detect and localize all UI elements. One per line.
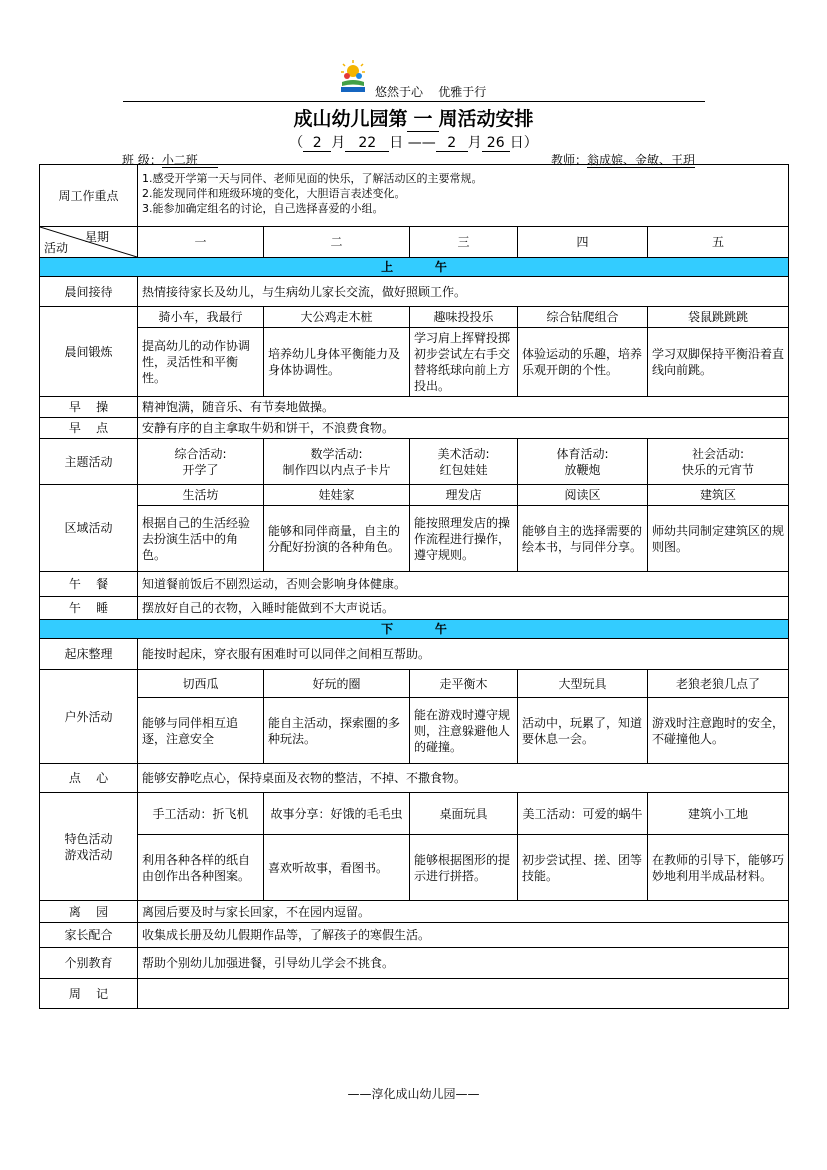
weekday-header-row bbox=[40, 227, 789, 258]
row-label: 周工作重点 bbox=[40, 165, 138, 227]
diagonal-header-cell bbox=[40, 227, 138, 258]
morning-drill-row bbox=[40, 397, 789, 418]
theme-activity-row bbox=[40, 439, 789, 485]
month-char-2: 月 bbox=[467, 135, 482, 151]
afternoon-section-header bbox=[40, 620, 789, 639]
activity-title: 走平衡木 bbox=[410, 670, 518, 698]
kindergarten-logo-icon bbox=[338, 58, 368, 96]
row-label: 周 记 bbox=[40, 979, 138, 1009]
weekly-schedule-table bbox=[39, 164, 789, 1009]
activity-title: 袋鼠跳跳跳 bbox=[648, 307, 789, 328]
notes-area[interactable] bbox=[138, 979, 789, 1009]
class-value: 小二班 bbox=[162, 153, 218, 168]
slogan: 悠然于心 优雅于行 bbox=[375, 85, 487, 99]
wakeup-row bbox=[40, 639, 789, 670]
activity-title: 美工活动：可爱的蜗牛 bbox=[518, 793, 648, 835]
activity-goal: 师幼共同制定建筑区的规则图。 bbox=[648, 506, 789, 572]
activity-goal: 能在游戏时遵守规则，注意躲避他人的碰撞。 bbox=[410, 698, 518, 764]
title-suffix: 周活动安排 bbox=[438, 108, 534, 130]
focus-item: 1.感受开学第一天与同伴、老师见面的快乐，了解活动区的主要常规。 bbox=[142, 172, 483, 185]
row-label: 早 操 bbox=[40, 397, 138, 418]
theme-cell bbox=[264, 439, 410, 485]
area-activity-titles bbox=[40, 485, 789, 506]
day-char: 日 —— bbox=[389, 135, 436, 151]
end-day: 26 bbox=[482, 135, 510, 152]
end-month: 2 bbox=[436, 135, 468, 152]
area-activity-goals bbox=[40, 506, 789, 572]
morning-section-header bbox=[40, 258, 789, 277]
morning-reception-row bbox=[40, 277, 789, 307]
day-header: 五 bbox=[648, 227, 789, 258]
day-header: 三 bbox=[410, 227, 518, 258]
row-text: 离园后要及时与家长回家，不在园内逗留。 bbox=[138, 901, 789, 923]
activity-title: 建筑区 bbox=[648, 485, 789, 506]
row-label: 早 点 bbox=[40, 418, 138, 439]
activity-goal: 能按照理发店的操作流程进行操作，遵守规则。 bbox=[410, 506, 518, 572]
header-rule bbox=[123, 101, 705, 102]
focus-item: 2.能发现同伴和班级环境的变化，大胆语言表述变化。 bbox=[142, 187, 406, 200]
theme-cell bbox=[648, 439, 789, 485]
row-text: 收集成长册及幼儿假期作品等，了解孩子的寒假生活。 bbox=[138, 923, 789, 948]
activity-title: 骑小车，我最行 bbox=[138, 307, 264, 328]
activity-goal: 能够根据图形的提示进行拼搭。 bbox=[410, 835, 518, 901]
teacher-label: 教师： bbox=[551, 153, 588, 167]
theme-type: 社会活动: bbox=[692, 446, 745, 461]
section-header: 上 午 bbox=[40, 258, 789, 277]
page-title bbox=[0, 104, 827, 132]
theme-type: 综合活动: bbox=[174, 446, 227, 461]
row-label: 晨间锻炼 bbox=[40, 307, 138, 397]
theme-cell bbox=[518, 439, 648, 485]
leaving-row bbox=[40, 901, 789, 923]
special-activity-goals bbox=[40, 835, 789, 901]
activity-title: 故事分享：好饿的毛毛虫 bbox=[264, 793, 410, 835]
activity-goal: 根据自己的生活经验去扮演生活中的角色。 bbox=[138, 506, 264, 572]
activity-title: 综合钻爬组合 bbox=[518, 307, 648, 328]
date-open: （ bbox=[289, 135, 304, 151]
activity-goal: 能够与同伴相互追逐，注意安全 bbox=[138, 698, 264, 764]
activity-goal: 能自主活动，探索圈的多种玩法。 bbox=[264, 698, 410, 764]
month-char: 月 bbox=[331, 135, 346, 151]
row-label-line: 特色活动 bbox=[64, 831, 113, 846]
special-activity-titles bbox=[40, 793, 789, 835]
row-text: 摆放好自己的衣物，入睡时能做到不大声说话。 bbox=[138, 597, 789, 620]
row-label: 午 餐 bbox=[40, 572, 138, 597]
morning-snack-row bbox=[40, 418, 789, 439]
row-text: 能够安静吃点心，保持桌面及衣物的整洁，不掉、不撒食物。 bbox=[138, 764, 789, 793]
activity-goal: 学习肩上挥臂投掷初步尝试左右手交替将纸球向前上方投出。 bbox=[410, 328, 518, 397]
theme-name: 开学了 bbox=[182, 462, 219, 477]
activity-title: 理发店 bbox=[410, 485, 518, 506]
theme-name: 快乐的元宵节 bbox=[682, 462, 755, 477]
notes-row bbox=[40, 979, 789, 1009]
morning-exercise-titles bbox=[40, 307, 789, 328]
activity-title: 趣味投投乐 bbox=[410, 307, 518, 328]
activity-goal: 在教师的引导下，能够巧妙地利用半成品材料。 bbox=[648, 835, 789, 901]
theme-cell bbox=[410, 439, 518, 485]
activity-title: 手工活动：折飞机 bbox=[138, 793, 264, 835]
activity-title: 切西瓜 bbox=[138, 670, 264, 698]
theme-name: 红包娃娃 bbox=[439, 462, 488, 477]
row-label: 午 睡 bbox=[40, 597, 138, 620]
activity-goal: 初步尝试捏、搓、团等技能。 bbox=[518, 835, 648, 901]
theme-type: 数学活动: bbox=[310, 446, 363, 461]
row-label: 晨间接待 bbox=[40, 277, 138, 307]
activity-title: 娃娃家 bbox=[264, 485, 410, 506]
activity-goal: 利用各种各样的纸自由创作出各种图案。 bbox=[138, 835, 264, 901]
activity-goal: 培养幼儿身体平衡能力及身体协调性。 bbox=[264, 328, 410, 397]
morning-exercise-goals bbox=[40, 328, 789, 397]
row-label: 个别教育 bbox=[40, 948, 138, 979]
activity-goal: 能够和同伴商量，自主的分配好扮演的各种角色。 bbox=[264, 506, 410, 572]
activity-title: 老狼老狼几点了 bbox=[648, 670, 789, 698]
activity-title: 大型玩具 bbox=[518, 670, 648, 698]
row-text: 能按时起床，穿衣服有困难时可以同伴之间相互帮助。 bbox=[138, 639, 789, 670]
activity-goal: 游戏时注意跑时的安全，不碰撞他人。 bbox=[648, 698, 789, 764]
row-text: 知道餐前饭后不剧烈运动，否则会影响身体健康。 bbox=[138, 572, 789, 597]
section-header: 下 午 bbox=[40, 620, 789, 639]
row-label: 起床整理 bbox=[40, 639, 138, 670]
activity-goal: 活动中，玩累了，知道要休息一会。 bbox=[518, 698, 648, 764]
activity-title: 桌面玩具 bbox=[410, 793, 518, 835]
weekly-focus-list bbox=[138, 165, 789, 227]
start-day: 22 bbox=[345, 135, 389, 152]
activity-goal: 提高幼儿的动作协调性，灵活性和平衡性。 bbox=[138, 328, 264, 397]
activity-title: 阅读区 bbox=[518, 485, 648, 506]
theme-name: 制作四以内点子卡片 bbox=[282, 462, 391, 477]
activity-goal: 学习双脚保持平衡沿着直线向前跳。 bbox=[648, 328, 789, 397]
theme-type: 体育活动: bbox=[556, 446, 609, 461]
letterhead bbox=[0, 58, 827, 100]
lunch-row bbox=[40, 572, 789, 597]
nap-row bbox=[40, 597, 789, 620]
focus-item: 3.能参加确定组名的讨论，自己选择喜爱的小组。 bbox=[142, 202, 384, 215]
row-text: 精神饱满，随音乐、有节奏地做操。 bbox=[138, 397, 789, 418]
row-text: 帮助个别幼儿加强进餐，引导幼儿学会不挑食。 bbox=[138, 948, 789, 979]
individual-row bbox=[40, 948, 789, 979]
outdoor-activity-titles bbox=[40, 670, 789, 698]
class-label: 班 级： bbox=[122, 153, 162, 167]
weekday-header-label: 星期 bbox=[84, 230, 109, 244]
date-close: 日） bbox=[509, 135, 538, 151]
row-label bbox=[40, 793, 138, 901]
row-label: 主题活动 bbox=[40, 439, 138, 485]
row-text: 安静有序的自主拿取牛奶和饼干，不浪费食物。 bbox=[138, 418, 789, 439]
snack-row bbox=[40, 764, 789, 793]
activity-goal: 喜欢听故事，看图书。 bbox=[264, 835, 410, 901]
activity-header-label: 活动 bbox=[44, 241, 69, 255]
day-header: 四 bbox=[518, 227, 648, 258]
activity-goal: 体验运动的乐趣，培养乐观开朗的个性。 bbox=[518, 328, 648, 397]
row-label: 离 园 bbox=[40, 901, 138, 923]
row-text: 热情接待家长及幼儿，与生病幼儿家长交流，做好照顾工作。 bbox=[138, 277, 789, 307]
theme-type: 美术活动: bbox=[437, 446, 490, 461]
teacher-value: 翁成嫔、金敏、王玥 bbox=[587, 153, 696, 167]
theme-name: 放鞭炮 bbox=[564, 462, 601, 477]
day-header: 一 bbox=[138, 227, 264, 258]
weekly-focus-row bbox=[40, 165, 789, 227]
activity-title: 大公鸡走木桩 bbox=[264, 307, 410, 328]
row-label-line: 游戏活动 bbox=[64, 847, 113, 862]
date-range bbox=[0, 132, 827, 152]
row-label: 家长配合 bbox=[40, 923, 138, 948]
activity-title: 生活坊 bbox=[138, 485, 264, 506]
week-number: 一 bbox=[407, 104, 438, 132]
activity-goal: 能够自主的选择需要的绘本书，与同伴分享。 bbox=[518, 506, 648, 572]
outdoor-activity-goals bbox=[40, 698, 789, 764]
start-month: 2 bbox=[303, 135, 331, 152]
footer: ——淳化成山幼儿园—— bbox=[347, 1087, 480, 1101]
title-prefix: 成山幼儿园第 bbox=[293, 108, 408, 130]
parents-row bbox=[40, 923, 789, 948]
activity-title: 建筑小工地 bbox=[648, 793, 789, 835]
row-label: 点 心 bbox=[40, 764, 138, 793]
day-header: 二 bbox=[264, 227, 410, 258]
row-label: 区域活动 bbox=[40, 485, 138, 572]
theme-cell bbox=[138, 439, 264, 485]
row-label: 户外活动 bbox=[40, 670, 138, 764]
activity-title: 好玩的圈 bbox=[264, 670, 410, 698]
